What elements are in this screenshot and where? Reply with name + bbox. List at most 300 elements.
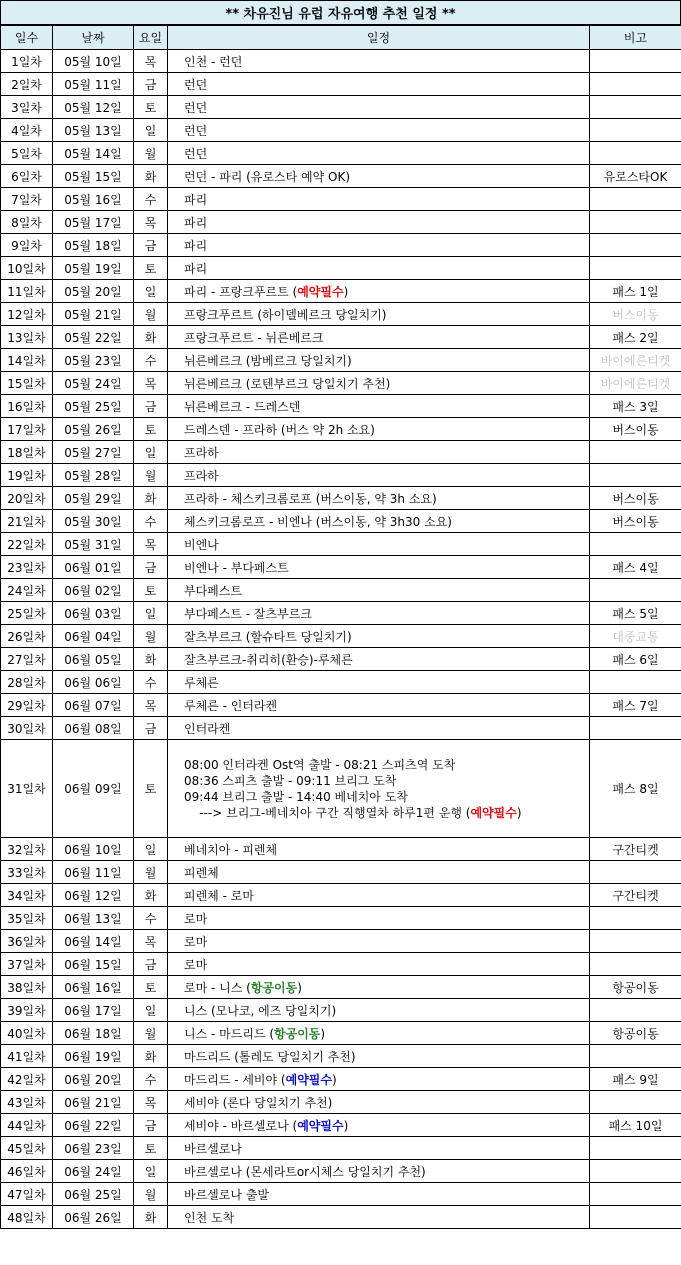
note-cell xyxy=(590,671,681,694)
date-cell: 05월 28일 xyxy=(53,464,134,487)
date-cell: 06월 11일 xyxy=(53,861,134,884)
sheet-title: ** 차유진님 유럽 자유여행 추천 일정 ** xyxy=(0,0,681,25)
table-row xyxy=(1,953,681,976)
schedule-text: 인천 - 런던 xyxy=(184,54,243,69)
weekday-cell: 목 xyxy=(134,533,168,556)
table-row xyxy=(1,1091,681,1114)
highlight-text: 항공이동 xyxy=(250,980,298,995)
day-cell: 11일차 xyxy=(1,280,53,303)
schedule-cell xyxy=(168,884,590,907)
schedule-cell xyxy=(168,1091,590,1114)
weekday-cell: 일 xyxy=(134,602,168,625)
note-cell: 패스 3일 xyxy=(590,395,681,418)
weekday-cell: 월 xyxy=(134,1022,168,1045)
schedule-text: 파리 xyxy=(184,238,208,253)
schedule-text: 08:36 스피츠 출발 - 09:11 브리그 도착 xyxy=(184,773,397,788)
schedule-cell xyxy=(168,165,590,188)
date-cell: 06월 15일 xyxy=(53,953,134,976)
day-cell: 29일차 xyxy=(1,694,53,717)
schedule-text: ) xyxy=(343,1118,349,1133)
date-cell: 05월 21일 xyxy=(53,303,134,326)
schedule-cell xyxy=(168,533,590,556)
date-cell: 05월 25일 xyxy=(53,395,134,418)
schedule-cell xyxy=(168,1022,590,1045)
schedule-cell xyxy=(168,1137,590,1160)
schedule-cell xyxy=(168,602,590,625)
schedule-text: 프라하 xyxy=(184,445,219,460)
header-weekday: 요일 xyxy=(134,26,168,50)
day-cell: 3일차 xyxy=(1,96,53,119)
note-cell xyxy=(590,142,681,165)
weekday-cell: 화 xyxy=(134,884,168,907)
day-cell: 39일차 xyxy=(1,999,53,1022)
schedule-text: 루체른 xyxy=(184,675,219,690)
table-row xyxy=(1,73,681,96)
day-cell: 20일차 xyxy=(1,487,53,510)
note-cell xyxy=(590,50,681,73)
schedule-text: ---> 브리그-베네치아 구간 직행열차 하루1편 운행 ( xyxy=(184,805,471,820)
schedule-text: 인터라켄 xyxy=(184,721,231,736)
weekday-cell: 금 xyxy=(134,73,168,96)
date-cell: 06월 10일 xyxy=(53,838,134,861)
table-row xyxy=(1,533,681,556)
schedule-text: 프라하 - 체스키크롬로프 (버스이동, 약 3h 소요) xyxy=(184,491,437,506)
table-row xyxy=(1,671,681,694)
schedule-cell xyxy=(168,907,590,930)
note-cell xyxy=(590,257,681,280)
table-row xyxy=(1,165,681,188)
schedule-text: 뉘른베르크 - 드레스덴 xyxy=(184,399,301,414)
schedule-cell xyxy=(168,372,590,395)
weekday-cell: 금 xyxy=(134,717,168,740)
date-cell: 06월 08일 xyxy=(53,717,134,740)
table-row xyxy=(1,96,681,119)
table-row xyxy=(1,602,681,625)
weekday-cell: 토 xyxy=(134,96,168,119)
note-cell xyxy=(590,234,681,257)
day-cell: 48일차 xyxy=(1,1206,53,1229)
schedule-line xyxy=(184,757,589,773)
schedule-text: 08:00 인터라켄 Ost역 출발 - 08:21 스피츠역 도착 xyxy=(184,757,456,772)
table-row xyxy=(1,142,681,165)
schedule-text: 파리 xyxy=(184,215,208,230)
table-row xyxy=(1,1183,681,1206)
date-cell: 05월 17일 xyxy=(53,211,134,234)
schedule-text: ) xyxy=(297,980,302,995)
table-row xyxy=(1,234,681,257)
schedule-text: 부다페스트 xyxy=(184,583,242,598)
date-cell: 05월 24일 xyxy=(53,372,134,395)
weekday-cell: 월 xyxy=(134,861,168,884)
note-cell: 버스이동 xyxy=(590,510,681,533)
day-cell: 25일차 xyxy=(1,602,53,625)
weekday-cell: 월 xyxy=(134,1183,168,1206)
table-row xyxy=(1,694,681,717)
date-cell: 05월 19일 xyxy=(53,257,134,280)
note-cell xyxy=(590,464,681,487)
table-row xyxy=(1,625,681,648)
table-row xyxy=(1,119,681,142)
note-cell: 패스 9일 xyxy=(590,1068,681,1091)
day-cell: 27일차 xyxy=(1,648,53,671)
date-cell: 05월 15일 xyxy=(53,165,134,188)
weekday-cell: 목 xyxy=(134,372,168,395)
schedule-text: 니스 - 마드리드 ( xyxy=(184,1026,275,1041)
date-cell: 05월 11일 xyxy=(53,73,134,96)
date-cell: 06월 13일 xyxy=(53,907,134,930)
schedule-cell xyxy=(168,1045,590,1068)
date-cell: 06월 22일 xyxy=(53,1114,134,1137)
schedule-text: 로마 xyxy=(184,911,208,926)
schedule-text: ) xyxy=(343,284,349,299)
highlight-text: 예약필수 xyxy=(297,1118,344,1133)
note-cell xyxy=(590,119,681,142)
schedule-text: 뉘른베르크 (로텐부르크 당일치기 추천) xyxy=(184,376,391,391)
schedule-text: ) xyxy=(320,1026,326,1041)
table-row xyxy=(1,1206,681,1229)
day-cell: 45일차 xyxy=(1,1137,53,1160)
day-cell: 28일차 xyxy=(1,671,53,694)
schedule-text: 바르셀로나 xyxy=(184,1141,242,1156)
note-cell: 대중교통 xyxy=(590,625,681,648)
header-note: 비고 xyxy=(590,26,681,50)
weekday-cell: 수 xyxy=(134,349,168,372)
day-cell: 5일차 xyxy=(1,142,53,165)
table-row xyxy=(1,326,681,349)
day-cell: 15일차 xyxy=(1,372,53,395)
weekday-cell: 화 xyxy=(134,648,168,671)
schedule-text: 베네치아 - 피렌체 xyxy=(184,842,278,857)
day-cell: 13일차 xyxy=(1,326,53,349)
schedule-line xyxy=(184,773,589,789)
weekday-cell: 목 xyxy=(134,50,168,73)
weekday-cell: 수 xyxy=(134,671,168,694)
note-cell xyxy=(590,533,681,556)
weekday-cell: 토 xyxy=(134,1137,168,1160)
weekday-cell: 화 xyxy=(134,326,168,349)
schedule-text: 체스키크롬로프 - 비엔나 (버스이동, 약 3h30 소요) xyxy=(184,514,452,529)
note-cell xyxy=(590,930,681,953)
note-cell xyxy=(590,953,681,976)
schedule-cell xyxy=(168,464,590,487)
date-cell: 06월 18일 xyxy=(53,1022,134,1045)
note-cell xyxy=(590,1045,681,1068)
schedule-text: 루체른 - 인터라켄 xyxy=(184,698,278,713)
date-cell: 06월 14일 xyxy=(53,930,134,953)
date-cell: 05월 16일 xyxy=(53,188,134,211)
day-cell: 40일차 xyxy=(1,1022,53,1045)
day-cell: 2일차 xyxy=(1,73,53,96)
day-cell: 46일차 xyxy=(1,1160,53,1183)
day-cell: 35일차 xyxy=(1,907,53,930)
weekday-cell: 화 xyxy=(134,1045,168,1068)
schedule-text: 로마 - 니스 ( xyxy=(184,980,251,995)
table-row xyxy=(1,976,681,999)
date-cell: 06월 23일 xyxy=(53,1137,134,1160)
table-row xyxy=(1,1114,681,1137)
date-cell: 06월 06일 xyxy=(53,671,134,694)
date-cell: 06월 17일 xyxy=(53,999,134,1022)
note-cell xyxy=(590,96,681,119)
date-cell: 05월 26일 xyxy=(53,418,134,441)
schedule-cell xyxy=(168,717,590,740)
table-row xyxy=(1,464,681,487)
date-cell: 06월 04일 xyxy=(53,625,134,648)
schedule-text: 런던 xyxy=(184,100,208,115)
day-cell: 12일차 xyxy=(1,303,53,326)
day-cell: 30일차 xyxy=(1,717,53,740)
schedule-cell xyxy=(168,418,590,441)
date-cell: 05월 23일 xyxy=(53,349,134,372)
schedule-cell xyxy=(168,671,590,694)
schedule-cell xyxy=(168,556,590,579)
table-row xyxy=(1,740,681,838)
weekday-cell: 금 xyxy=(134,556,168,579)
schedule-text: 비엔나 - 부다페스트 xyxy=(184,560,289,575)
schedule-cell xyxy=(168,326,590,349)
weekday-cell: 일 xyxy=(134,999,168,1022)
weekday-cell: 일 xyxy=(134,119,168,142)
table-row xyxy=(1,838,681,861)
note-cell xyxy=(590,907,681,930)
schedule-cell xyxy=(168,1114,590,1137)
date-cell: 06월 12일 xyxy=(53,884,134,907)
weekday-cell: 목 xyxy=(134,694,168,717)
schedule-text: 파리 xyxy=(184,261,208,276)
schedule-text: 런던 xyxy=(184,146,208,161)
schedule-text: 09:44 브리그 출발 - 14:40 베네치아 도착 xyxy=(184,789,408,804)
table-row xyxy=(1,1068,681,1091)
schedule-cell xyxy=(168,861,590,884)
schedule-cell xyxy=(168,303,590,326)
highlight-text: 예약필수 xyxy=(285,1072,332,1087)
note-cell: 항공이동 xyxy=(590,976,681,999)
weekday-cell: 화 xyxy=(134,1206,168,1229)
day-cell: 10일차 xyxy=(1,257,53,280)
weekday-cell: 일 xyxy=(134,1160,168,1183)
weekday-cell: 월 xyxy=(134,142,168,165)
highlight-text: 예약필수 xyxy=(470,805,517,820)
day-cell: 32일차 xyxy=(1,838,53,861)
schedule-cell xyxy=(168,976,590,999)
schedule-text: 인천 도착 xyxy=(184,1210,235,1225)
day-cell: 7일차 xyxy=(1,188,53,211)
date-cell: 05월 30일 xyxy=(53,510,134,533)
date-cell: 05월 27일 xyxy=(53,441,134,464)
day-cell: 26일차 xyxy=(1,625,53,648)
schedule-text: 마드리드 - 세비야 ( xyxy=(184,1072,286,1087)
schedule-line xyxy=(184,789,589,805)
schedule-cell xyxy=(168,1183,590,1206)
schedule-text: 피렌체 xyxy=(184,865,219,880)
date-cell: 06월 25일 xyxy=(53,1183,134,1206)
note-cell: 항공이동 xyxy=(590,1022,681,1045)
note-cell xyxy=(590,1137,681,1160)
date-cell: 06월 05일 xyxy=(53,648,134,671)
weekday-cell: 화 xyxy=(134,165,168,188)
schedule-cell xyxy=(168,740,590,838)
date-cell: 06월 21일 xyxy=(53,1091,134,1114)
schedule-text: 프라하 xyxy=(184,468,219,483)
schedule-cell xyxy=(168,694,590,717)
weekday-cell: 수 xyxy=(134,907,168,930)
date-cell: 06월 16일 xyxy=(53,976,134,999)
weekday-cell: 수 xyxy=(134,510,168,533)
day-cell: 8일차 xyxy=(1,211,53,234)
note-cell: 구간티켓 xyxy=(590,884,681,907)
day-cell: 16일차 xyxy=(1,395,53,418)
table-row xyxy=(1,395,681,418)
table-row xyxy=(1,1160,681,1183)
schedule-line xyxy=(184,805,589,821)
date-cell: 05월 18일 xyxy=(53,234,134,257)
weekday-cell: 수 xyxy=(134,1068,168,1091)
note-cell xyxy=(590,73,681,96)
note-cell: 바이에른티켓 xyxy=(590,372,681,395)
table-row xyxy=(1,211,681,234)
weekday-cell: 금 xyxy=(134,953,168,976)
schedule-cell xyxy=(168,142,590,165)
schedule-text: ) xyxy=(516,805,522,820)
table-row xyxy=(1,1137,681,1160)
weekday-cell: 토 xyxy=(134,418,168,441)
note-cell: 버스이동 xyxy=(590,487,681,510)
weekday-cell: 토 xyxy=(134,579,168,602)
day-cell: 4일차 xyxy=(1,119,53,142)
note-cell xyxy=(590,579,681,602)
header-schedule: 일정 xyxy=(168,26,590,50)
schedule-cell xyxy=(168,441,590,464)
note-cell: 바이에른티켓 xyxy=(590,349,681,372)
schedule-text: 프랑크푸르트 - 뉘른베르크 xyxy=(184,330,324,345)
schedule-text: 런던 xyxy=(184,77,208,92)
schedule-cell xyxy=(168,487,590,510)
note-cell: 유로스타OK xyxy=(590,165,681,188)
schedule-cell xyxy=(168,349,590,372)
schedule-text: ) xyxy=(331,1072,337,1087)
weekday-cell: 금 xyxy=(134,1114,168,1137)
date-cell: 05월 22일 xyxy=(53,326,134,349)
day-cell: 9일차 xyxy=(1,234,53,257)
schedule-text: 바르셀로나 (몬세라트or시체스 당일치기 추천) xyxy=(184,1164,426,1179)
date-cell: 06월 03일 xyxy=(53,602,134,625)
note-cell xyxy=(590,1206,681,1229)
schedule-cell xyxy=(168,50,590,73)
header-day: 일수 xyxy=(1,26,53,50)
weekday-cell: 월 xyxy=(134,625,168,648)
schedule-cell xyxy=(168,625,590,648)
table-row xyxy=(1,418,681,441)
weekday-cell: 목 xyxy=(134,1091,168,1114)
note-cell xyxy=(590,1091,681,1114)
day-cell: 38일차 xyxy=(1,976,53,999)
note-cell: 패스 5일 xyxy=(590,602,681,625)
table-row xyxy=(1,487,681,510)
date-cell: 05월 14일 xyxy=(53,142,134,165)
note-cell: 패스 7일 xyxy=(590,694,681,717)
day-cell: 34일차 xyxy=(1,884,53,907)
schedule-cell xyxy=(168,999,590,1022)
note-cell: 구간티켓 xyxy=(590,838,681,861)
schedule-text: 부다페스트 - 잘츠부르크 xyxy=(184,606,312,621)
schedule-text: 바르셀로나 출발 xyxy=(184,1187,269,1202)
schedule-cell xyxy=(168,838,590,861)
schedule-text: 파리 - 프랑크푸르트 ( xyxy=(184,284,298,299)
day-cell: 47일차 xyxy=(1,1183,53,1206)
date-cell: 06월 07일 xyxy=(53,694,134,717)
date-cell: 06월 26일 xyxy=(53,1206,134,1229)
schedule-cell xyxy=(168,119,590,142)
day-cell: 44일차 xyxy=(1,1114,53,1137)
schedule-cell xyxy=(168,73,590,96)
note-cell xyxy=(590,441,681,464)
table-row xyxy=(1,510,681,533)
date-cell: 05월 20일 xyxy=(53,280,134,303)
schedule-text: 런던 - 파리 (유로스타 예약 OK) xyxy=(184,169,351,184)
schedule-cell xyxy=(168,188,590,211)
highlight-text: 예약필수 xyxy=(297,284,344,299)
table-row xyxy=(1,861,681,884)
schedule-cell xyxy=(168,930,590,953)
schedule-text: 뉘른베르크 (밤베르크 당일치기) xyxy=(184,353,352,368)
itinerary-table xyxy=(0,25,681,1229)
table-row xyxy=(1,188,681,211)
date-cell: 05월 13일 xyxy=(53,119,134,142)
note-cell: 패스 8일 xyxy=(590,740,681,838)
table-row xyxy=(1,930,681,953)
table-row xyxy=(1,1045,681,1068)
schedule-text: 마드리드 (톨레도 당일치기 추천) xyxy=(184,1049,356,1064)
schedule-text: 런던 xyxy=(184,123,208,138)
schedule-cell xyxy=(168,510,590,533)
table-row xyxy=(1,907,681,930)
weekday-cell: 목 xyxy=(134,930,168,953)
schedule-text: 로마 xyxy=(184,957,208,972)
note-cell xyxy=(590,717,681,740)
table-row xyxy=(1,280,681,303)
table-row xyxy=(1,717,681,740)
header-date: 날짜 xyxy=(53,26,134,50)
schedule-cell xyxy=(168,1068,590,1091)
note-cell: 패스 1일 xyxy=(590,280,681,303)
date-cell: 06월 01일 xyxy=(53,556,134,579)
schedule-cell xyxy=(168,1206,590,1229)
table-row xyxy=(1,556,681,579)
date-cell: 05월 29일 xyxy=(53,487,134,510)
weekday-cell: 일 xyxy=(134,838,168,861)
weekday-cell: 일 xyxy=(134,280,168,303)
note-cell xyxy=(590,1160,681,1183)
day-cell: 22일차 xyxy=(1,533,53,556)
weekday-cell: 금 xyxy=(134,395,168,418)
header-row xyxy=(1,26,681,50)
schedule-cell xyxy=(168,395,590,418)
schedule-cell xyxy=(168,1160,590,1183)
table-row xyxy=(1,1022,681,1045)
schedule-text: 파리 xyxy=(184,192,208,207)
table-row xyxy=(1,884,681,907)
day-cell: 36일차 xyxy=(1,930,53,953)
date-cell: 06월 20일 xyxy=(53,1068,134,1091)
date-cell: 05월 31일 xyxy=(53,533,134,556)
day-cell: 43일차 xyxy=(1,1091,53,1114)
note-cell: 패스 2일 xyxy=(590,326,681,349)
date-cell: 06월 19일 xyxy=(53,1045,134,1068)
schedule-text: 로마 xyxy=(184,934,208,949)
note-cell: 패스 6일 xyxy=(590,648,681,671)
weekday-cell: 토 xyxy=(134,740,168,838)
highlight-text: 항공이동 xyxy=(274,1026,321,1041)
